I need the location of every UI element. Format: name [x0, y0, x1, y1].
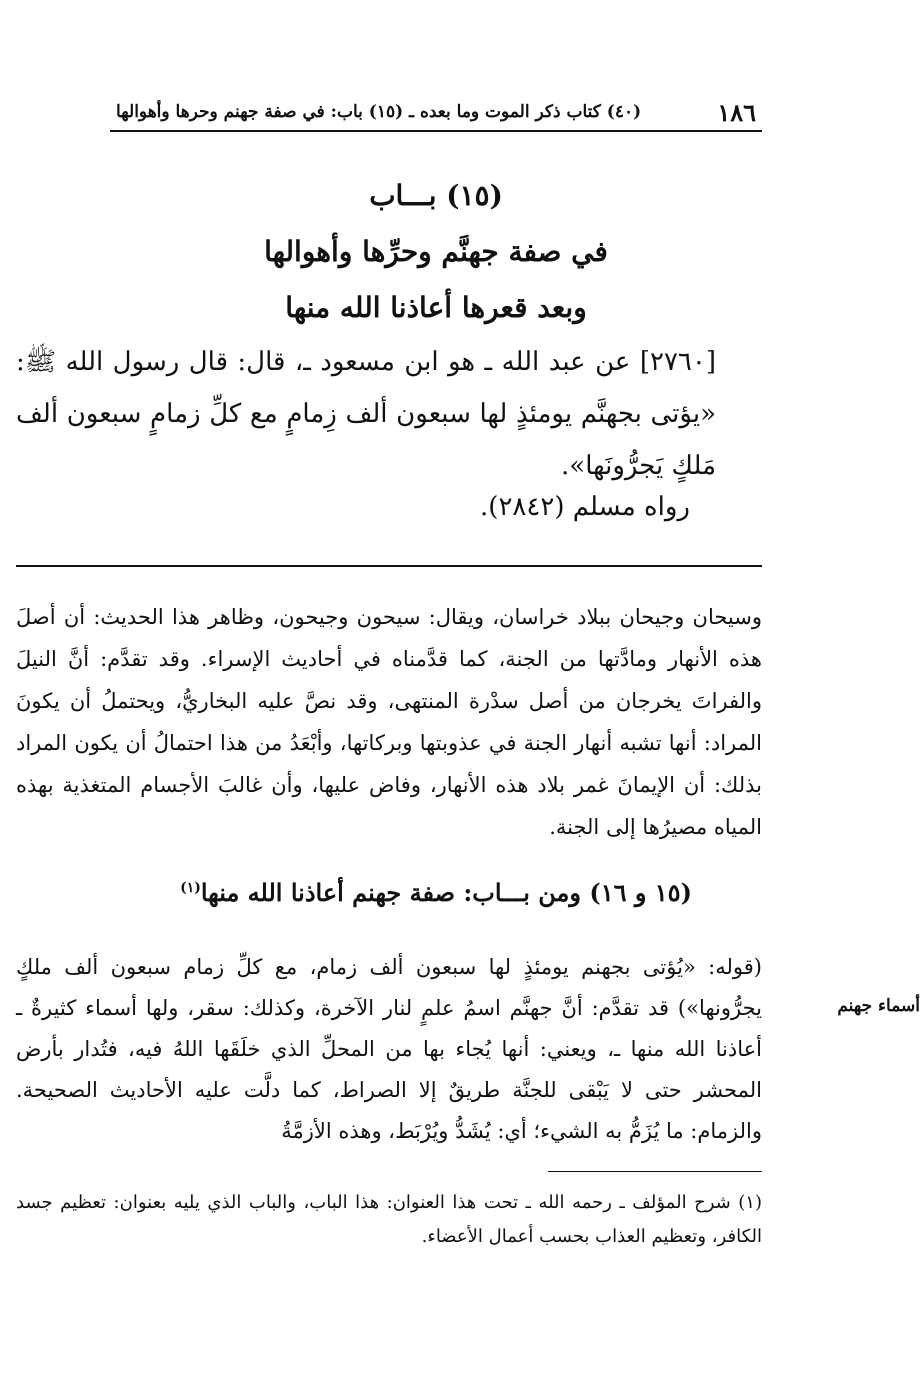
commentary-paragraph-1: وسيحان وجيحان ببلاد خراسان، ويقال: سيحون وجيحون، وظاهر هذا الحديث: أن أصلَ هذه الأنهار ومادَّتها من الجنة، كما قدَّمناه في أحاديث الإسراء. وقد تقدَّم: أنَّ النيلَ والفراتَ يخرجان من أصل سدْرة المنتهى، وقد نصَّ عليه البخاريُّ، ويحتملُ أن يكونَ المراد: أنها تشبه أنهار الجنة في عذوبتها وبركاتها، وأبْعَدُ من هذا احتمالُ أن يكون المراد بذلك: أن الإيمانَ غمر بلاد هذه الأنهار، وفاض عليها، وأن غالبَ الأجسام المتغذية بهذه المياه مصيرُها إلى الجنة. — [16, 605, 762, 839]
hadith-source: رواه مسلم (٢٨٤٢). — [480, 492, 690, 522]
footnote-separator — [548, 1171, 762, 1172]
footnote-mark: (١) — [180, 880, 201, 896]
chapter-subtitle-line: وبعد قعرها أعاذنا الله منها — [285, 291, 587, 324]
running-head — [110, 94, 762, 132]
hadith-body: عن عبد الله ـ هو ابن مسعود ـ، قال: قال رسول الله ﷺ: «يؤتى بجهنَّم يومئذٍ لها سبعون ألف زِمامٍ مع كلِّ زمامٍ سبعون ألف مَلكٍ يَجرُّونَها». — [16, 347, 716, 481]
commentary-paragraph-2: (قوله: «يُؤتى بجهنم يومئذٍ لها سبعون ألف زمام، مع كلِّ زمام سبعون ألف ملكٍ يجرُّونها») قد تقدَّم: أنَّ جهنَّم اسمُ علمٍ لنار الآخرة، وكذلك: سقر، ولها أسماء كثيرةٌ ـ أعاذنا الله منها ـ، ويعني: أنها يُجاء بها من المحلِّ الذي خلَقَها اللهُ فيه، فتُدار بأرض المحشر حتى لا يَبْقى للجنَّة طريقٌ إلا الصراط، كما دلَّت عليه الأحاديث الصحيحة. والزمام: ما يُزَمُّ به الشيء؛ أي: يُشَدُّ ويُرْبَط، وهذه الأزمَّةُ — [16, 955, 762, 1143]
hadith-number: [٢٧٦٠] — [639, 347, 717, 377]
chapter-number-line: (١٥) بـــاب — [369, 179, 503, 212]
chapter-title-line: في صفة جهنَّم وحرِّها وأهوالها — [264, 235, 608, 268]
page-number: ١٨٦ — [717, 98, 756, 127]
margin-note: أسماء جهنم — [837, 996, 920, 1016]
subheading-text: (١٥ و ١٦) ومن بـــاب: صفة جهنم أعاذنا الله منها — [200, 878, 692, 907]
commentary-subheading — [110, 878, 762, 907]
footnote: (١) شرح المؤلف ـ رحمه الله ـ تحت هذا العنوان: هذا الباب، والباب الذي يليه بعنوان: تعظيم جسد الكافر، وتعظيم العذاب بحسب أعمال الأعضاء. — [16, 1192, 762, 1247]
text-separator — [16, 565, 762, 567]
hadith-text — [16, 336, 716, 492]
running-title: (٤٠) كتاب ذكر الموت وما بعده ـ (١٥) باب: في صفة جهنم وحرها وأهوالها — [116, 102, 642, 122]
chapter-heading — [110, 168, 762, 336]
